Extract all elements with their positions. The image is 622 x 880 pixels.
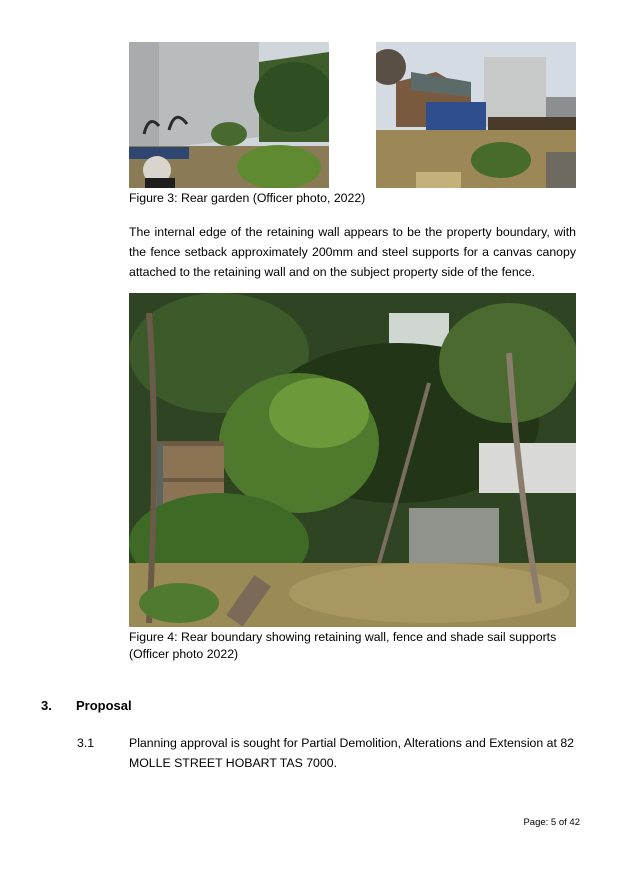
rear-garden-photo-left — [129, 42, 329, 188]
page-number: Page: 5 of 42 — [523, 817, 580, 828]
clause-text-line2: MOLLE STREET HOBART TAS 7000. — [129, 756, 337, 770]
clause-number: 3.1 — [77, 736, 95, 750]
figure-4-caption-line2: (Officer photo 2022) — [129, 647, 239, 661]
section-number: 3. — [41, 698, 52, 713]
body-paragraph: The internal edge of the retaining wall appears to be the property boundary, with the fence setback approximately 200mm and steel supports for a canvas canopy attached to the retaining wall and on the subject property side of the fence. — [129, 225, 576, 279]
clause-text — [129, 733, 589, 773]
section-title: Proposal — [76, 698, 132, 713]
clause-text-line1: Planning approval is sought for Partial Demolition, Alterations and Extension at 82 — [129, 736, 574, 750]
rear-boundary-photo — [129, 293, 576, 627]
figure-4-caption-line1: Figure 4: Rear boundary showing retaining wall, fence and shade sail supports — [129, 630, 557, 644]
rear-garden-photo-right — [376, 42, 576, 188]
figure-3-caption: Figure 3: Rear garden (Officer photo, 2022) — [129, 191, 366, 205]
figure-4-caption — [129, 629, 589, 663]
